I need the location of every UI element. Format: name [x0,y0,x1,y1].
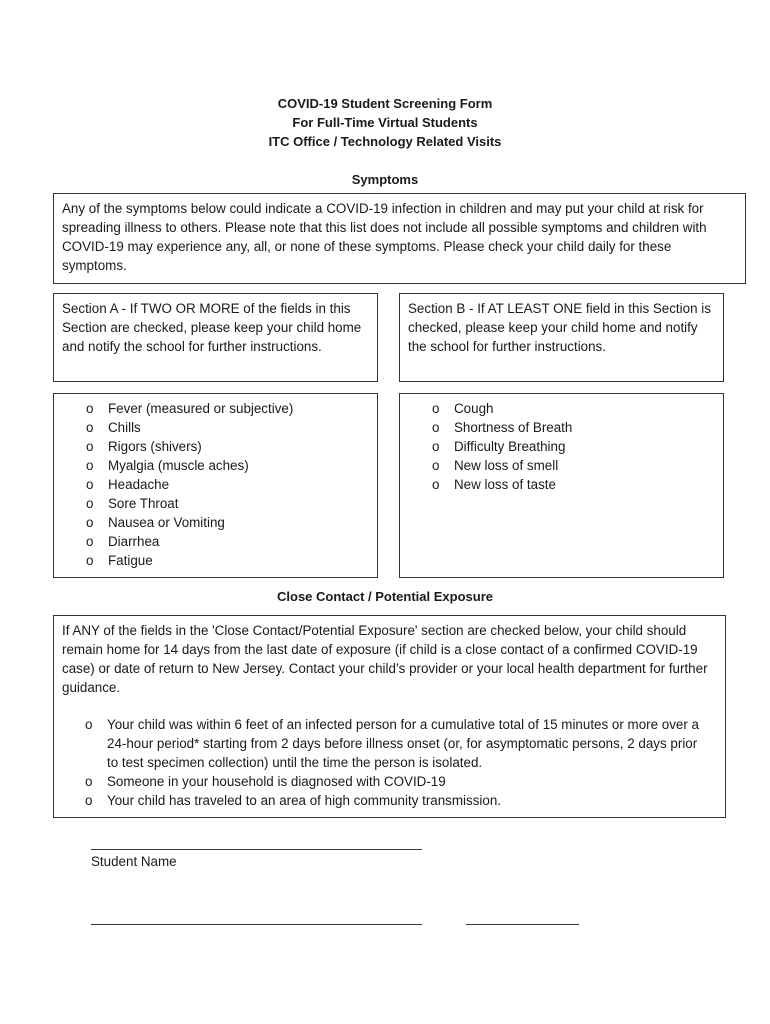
section-b-list [399,393,724,578]
symptom-item[interactable] [54,399,377,418]
checkbox-mark[interactable]: o [86,439,94,454]
checkbox-mark[interactable]: o [432,401,440,416]
checkbox-mark[interactable]: o [86,401,94,416]
symptom-item[interactable] [400,456,723,475]
symptom-label: Difficulty Breathing [454,439,566,454]
checkbox-mark[interactable]: o [432,477,440,492]
student-name-label: Student Name [91,854,177,869]
exposure-label: Your child was within 6 feet of an infected person for a cumulative total of 15 minutes or more over a 24-hour period* starting from 2 days before illness onset (or, for asymptomatic persons, 2 days prior to test specimen collection) until the time the person is isolated. [107,717,699,770]
title-line-3: ITC Office / Technology Related Visits [268,134,502,149]
section-b-instructions [399,293,724,382]
symptom-item[interactable] [400,399,723,418]
symptom-label: Nausea or Vomiting [108,515,225,530]
symptom-item[interactable] [54,532,377,551]
checkbox-mark[interactable]: o [432,420,440,435]
checkbox-mark[interactable]: o [86,420,94,435]
symptoms-heading: Symptoms [351,172,419,187]
section-b-text: Section B - If AT LEAST ONE field in this Section is checked, please keep your child home and notify the school for further instructions. [408,301,711,354]
symptom-label: Fatigue [108,553,153,568]
symptom-label: Cough [454,401,494,416]
section-a-instructions [53,293,378,382]
form-title [0,94,770,151]
exposure-label: Your child has traveled to an area of high community transmission. [107,793,501,808]
close-contact-box [53,615,726,818]
checkbox-mark[interactable]: o [85,793,93,808]
symptom-label: Headache [108,477,170,492]
signature-line[interactable] [91,924,422,925]
section-a-list [53,393,378,578]
title-line-2: For Full-Time Virtual Students [292,115,478,130]
symptoms-intro-text: Any of the symptoms below could indicate a COVID-19 infection in children and may put your child at risk for spreading illness to others. Please note that this list does not include all possible symptoms and children with COVID-19 may experience any, all, or none of these symptoms. Please check your child daily for these symptoms. [62,201,707,273]
checkbox-mark[interactable]: o [432,439,440,454]
date-line[interactable] [466,924,579,925]
symptoms-intro-box [53,193,746,284]
symptom-item[interactable] [54,437,377,456]
symptom-label: Sore Throat [108,496,179,511]
symptom-label: New loss of smell [454,458,559,473]
symptom-label: Shortness of Breath [454,420,573,435]
symptom-item[interactable] [54,551,377,570]
checkbox-mark[interactable]: o [85,717,93,732]
exposure-item[interactable] [62,772,717,791]
exposure-label: Someone in your household is diagnosed with COVID-19 [107,774,446,789]
symptom-label: Fever (measured or subjective) [108,401,294,416]
symptom-label: Chills [108,420,141,435]
symptom-item[interactable] [54,475,377,494]
exposure-item[interactable] [62,715,717,772]
title-line-1: COVID-19 Student Screening Form [277,96,493,111]
checkbox-mark[interactable]: o [86,477,94,492]
symptom-item[interactable] [54,456,377,475]
symptom-item[interactable] [54,494,377,513]
symptom-label: Myalgia (muscle aches) [108,458,249,473]
checkbox-mark[interactable]: o [86,458,94,473]
student-name-line[interactable] [91,849,422,850]
symptom-label: Rigors (shivers) [108,439,202,454]
checkbox-mark[interactable]: o [86,515,94,530]
symptom-item[interactable] [400,475,723,494]
exposure-item[interactable] [62,791,717,810]
checkbox-mark[interactable]: o [85,774,93,789]
close-contact-intro: If ANY of the fields in the 'Close Contact/Potential Exposure' section are checked below, your child should remain home for 14 days from the last date of exposure (if child is a close contact of a confirmed COVID-19 case) or date of return to New Jersey. Contact your child’s provider or your local health department for further guidance. [62,623,708,695]
checkbox-mark[interactable]: o [432,458,440,473]
close-contact-heading: Close Contact / Potential Exposure [277,589,493,604]
symptom-label: Diarrhea [108,534,160,549]
symptom-item[interactable] [54,513,377,532]
checkbox-mark[interactable]: o [86,534,94,549]
symptom-item[interactable] [400,437,723,456]
section-a-text: Section A - If TWO OR MORE of the fields in this Section are checked, please keep your child home and notify the school for further instructions. [62,301,362,354]
checkbox-mark[interactable]: o [86,553,94,568]
symptom-label: New loss of taste [454,477,556,492]
symptom-item[interactable] [54,418,377,437]
checkbox-mark[interactable]: o [86,496,94,511]
symptom-item[interactable] [400,418,723,437]
